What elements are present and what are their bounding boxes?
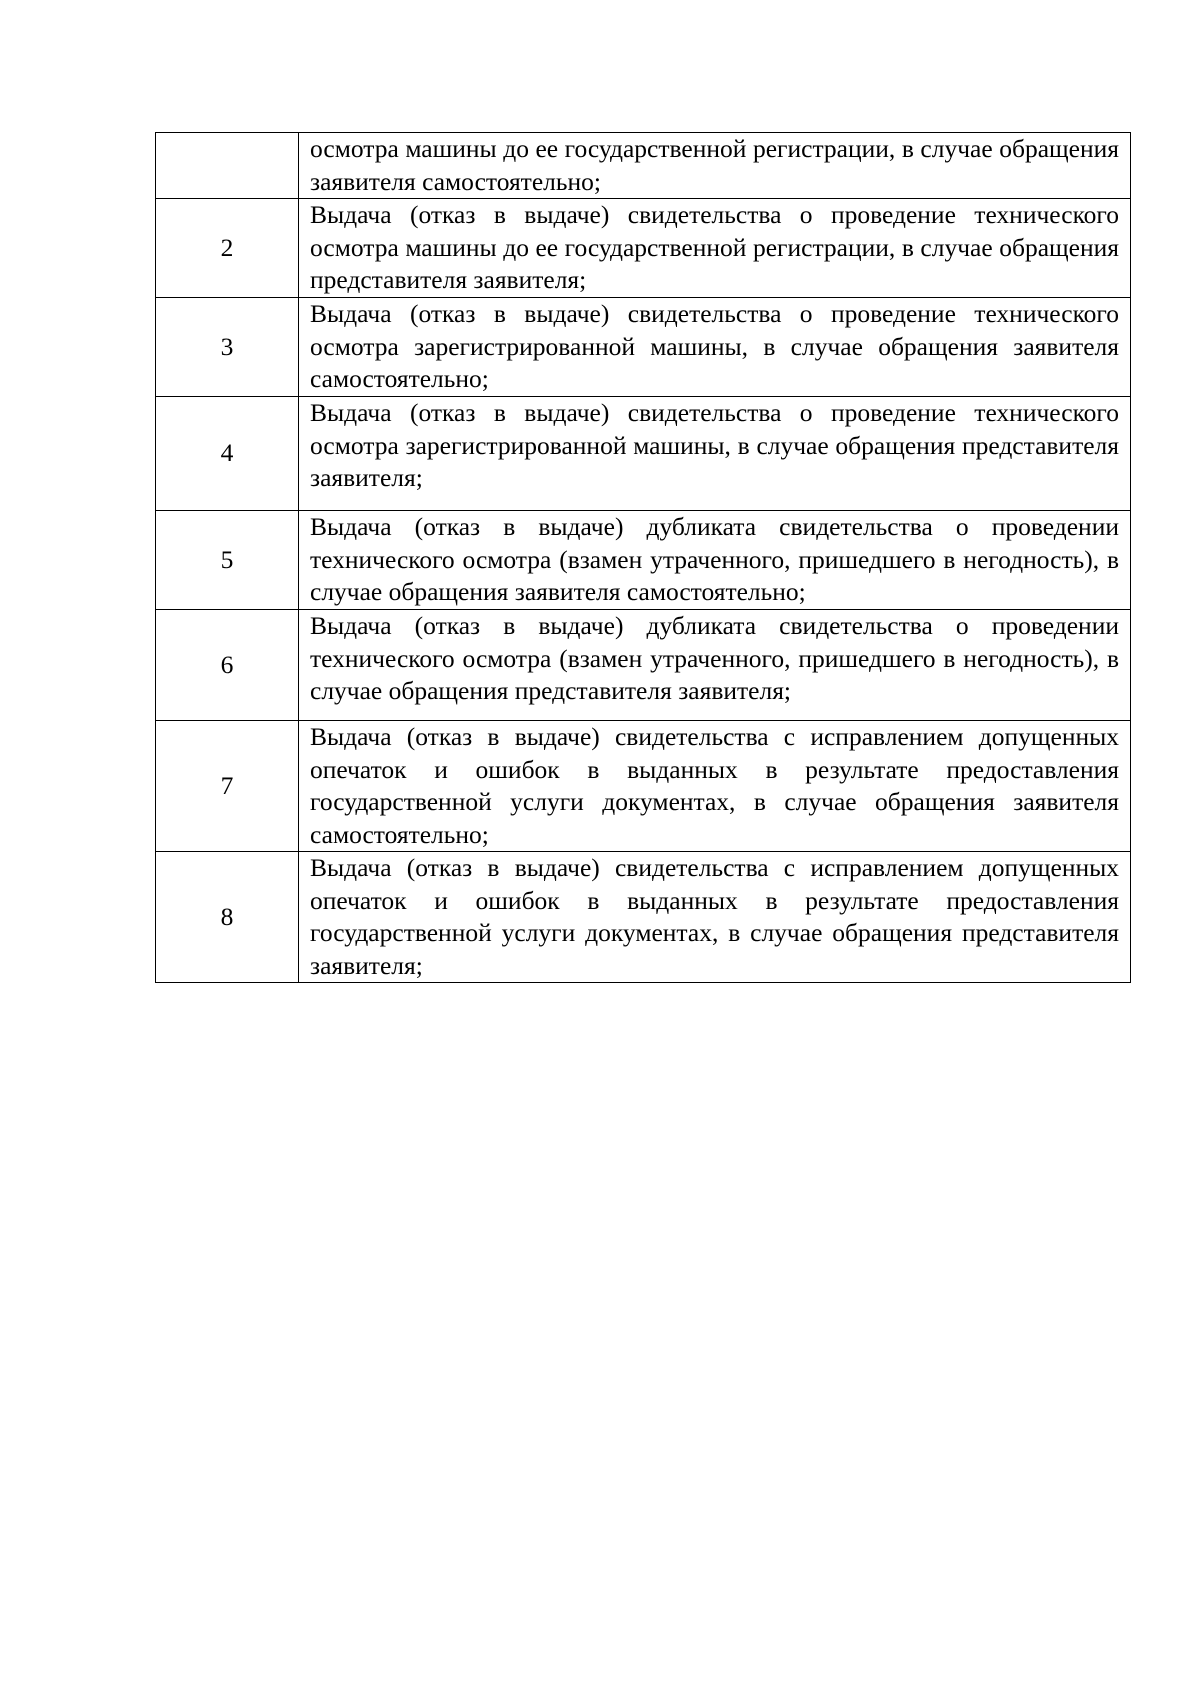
table-row <box>156 133 1131 199</box>
table-row <box>156 610 1131 721</box>
row-description-cell <box>299 610 1131 721</box>
row-number-cell: 5 <box>156 511 299 610</box>
table-row <box>156 852 1131 983</box>
row-number-cell: 8 <box>156 852 299 983</box>
row-description-cell <box>299 298 1131 397</box>
row-description-cell <box>299 199 1131 298</box>
table-row <box>156 199 1131 298</box>
row-number-cell: 7 <box>156 721 299 852</box>
row-number-cell: 6 <box>156 610 299 721</box>
row-description-text: Выдача (отказ в выдаче) свидетельства о проведение технического осмотра машины до ее государственной регистрации, в случае обращения представителя заявителя; <box>310 200 1119 294</box>
row-description-cell <box>299 133 1131 199</box>
table-row <box>156 397 1131 511</box>
table-row <box>156 721 1131 852</box>
row-description-text: Выдача (отказ в выдаче) дубликата свидетельства о проведении технического осмотра (взамен утраченного, пришедшего в негодность), в случае обращения заявителя самостоятельно; <box>310 512 1119 606</box>
row-description-cell <box>299 852 1131 983</box>
row-description-text: Выдача (отказ в выдаче) свидетельства о проведение технического осмотра зарегистрированной машины, в случае обращения представителя заявителя; <box>310 398 1119 492</box>
row-description-cell <box>299 397 1131 511</box>
row-description-text: Выдача (отказ в выдаче) свидетельства о проведение технического осмотра зарегистрированной машины, в случае обращения заявителя самостоятельно; <box>310 299 1119 393</box>
table-row <box>156 511 1131 610</box>
row-number-cell <box>156 133 299 199</box>
row-description-text: Выдача (отказ в выдаче) свидетельства с исправлением допущенных опечаток и ошибок в выданных в результате предоставления государственной услуги документах, в случае обращения заявителя самостоятельно; <box>310 722 1119 849</box>
row-description-cell <box>299 511 1131 610</box>
row-number-cell: 2 <box>156 199 299 298</box>
row-description-text: Выдача (отказ в выдаче) дубликата свидетельства о проведении технического осмотра (взамен утраченного, пришедшего в негодность), в случае обращения представителя заявителя; <box>310 611 1119 705</box>
row-number-cell: 3 <box>156 298 299 397</box>
row-number-cell: 4 <box>156 397 299 511</box>
services-table <box>155 132 1131 983</box>
row-description-text: осмотра машины до ее государственной регистрации, в случае обращения заявителя самостоятельно; <box>310 134 1119 196</box>
row-description-cell <box>299 721 1131 852</box>
row-description-text: Выдача (отказ в выдаче) свидетельства с исправлением допущенных опечаток и ошибок в выданных в результате предоставления государственной услуги документах, в случае обращения представителя заявителя; <box>310 853 1119 980</box>
table-row <box>156 298 1131 397</box>
